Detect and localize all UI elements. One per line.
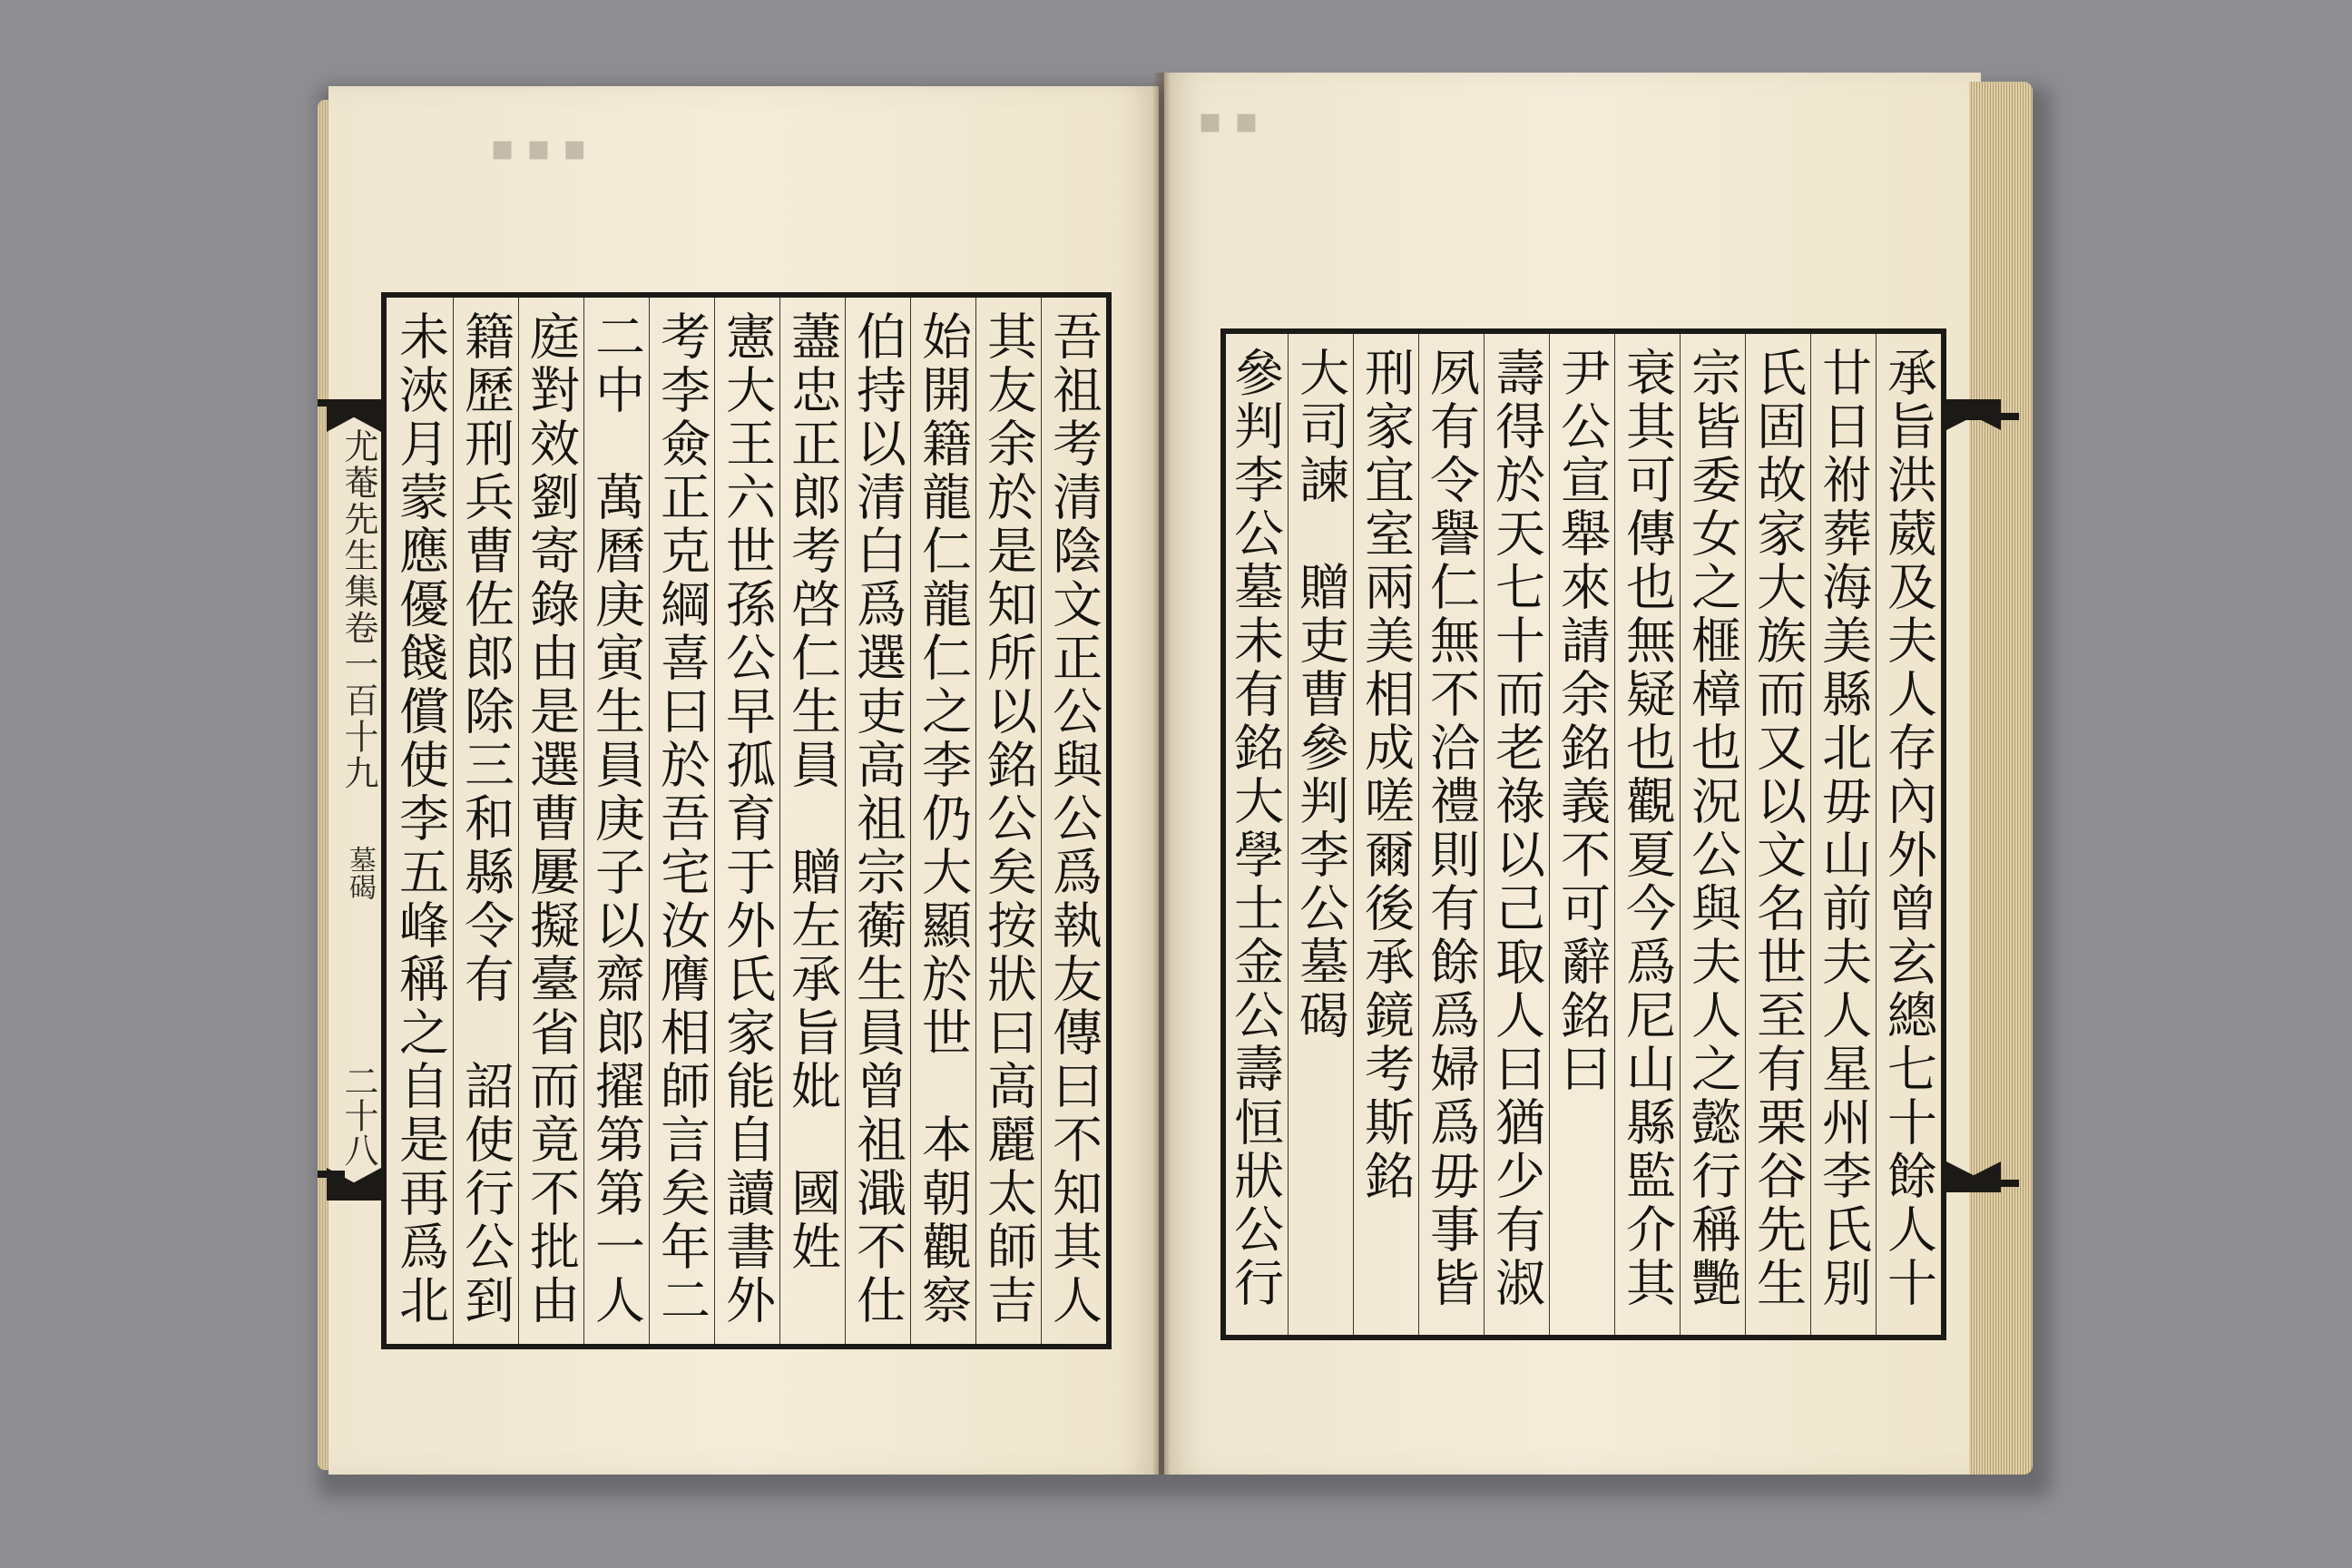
block-center-column — [327, 292, 381, 1349]
text-column: 吾祖考清陰文正公與公爲執友傳曰不知其人 — [1041, 298, 1106, 1344]
text-column: 大司諫 贈吏曹參判李公墓碣 — [1288, 334, 1353, 1335]
text-column: 壽得於天七十而老祿以己取人曰猶少有淑 — [1484, 334, 1549, 1335]
fish-tail-mark-icon — [327, 1168, 381, 1200]
text-column: 籍歷刑兵曹佐郎除三和縣令有 詔使行公到 — [453, 298, 518, 1344]
show-through-marks: ▪ ▪ — [1198, 100, 1259, 142]
text-column: 伯持以清白爲選吏高祖宗蘅生員曾祖濈不仕 — [845, 298, 910, 1344]
text-column: 刑家宜室兩美相成嗟爾後承鏡考斯銘 — [1353, 334, 1418, 1335]
text-column: 衰其可傳也無疑也觀夏今爲尼山縣監介其 — [1614, 334, 1680, 1335]
left-text-frame — [381, 292, 1112, 1349]
right-page-edges — [1969, 82, 2033, 1475]
text-column: 始開籍龍仁龍仁之李仍大顯於世 本朝觀察 — [910, 298, 975, 1344]
collection-title: 尤菴先生集卷一百十九 — [338, 428, 378, 791]
text-column: 承旨洪葳及夫人存內外曾玄總七十餘人十 — [1876, 334, 1941, 1335]
right-text-frame — [1220, 328, 1946, 1340]
text-column: 二中 萬曆庚寅生員庚子以齋郎擢第第一人 — [583, 298, 649, 1344]
section-label: 墓碣 — [344, 846, 376, 900]
text-column: 宗皆委女之榧樟也況公與夫人之懿行稱艷 — [1680, 334, 1745, 1335]
fish-tail-mark-icon — [327, 399, 381, 432]
show-through-marks: ▪ ▪ ▪ — [490, 127, 587, 169]
text-column: 庭對效劉寄錄由是選曹屢擬臺省而竟不批由 — [518, 298, 583, 1344]
folio-number: 二十八 — [338, 1063, 378, 1167]
book-gutter — [1152, 73, 1171, 1475]
text-column: 廿日祔葬海美縣北毋山前夫人星州李氏別 — [1810, 334, 1876, 1335]
text-column: 藎忠正郎考啓仁生員 贈左承旨妣 國姓 — [779, 298, 845, 1344]
text-column: 考李僉正克綱喜曰於吾宅汝膺相師言矣年二 — [649, 298, 714, 1344]
text-column: 其友余於是知所以銘公矣按狀曰高麗太師吉 — [975, 298, 1041, 1344]
right-text-columns — [1226, 334, 1941, 1335]
text-column: 未浹月蒙應優餞償使李五峰稱之自是再爲北 — [391, 310, 449, 1328]
text-column: 參判李公墓未有銘大學士金公壽恒狀公行 — [1226, 347, 1284, 1310]
text-column: 尹公宣舉來請余銘義不可辭銘曰 — [1549, 334, 1614, 1335]
text-column: 夙有令譽仁無不洽禮則有餘爲婦爲毋事皆 — [1418, 334, 1484, 1335]
text-column: 氏固故家大族而又以文名世至有栗谷先生 — [1745, 334, 1810, 1335]
text-column: 憲大王六世孫公早孤育于外氏家能自讀書外 — [714, 298, 779, 1344]
left-text-columns — [387, 298, 1106, 1344]
